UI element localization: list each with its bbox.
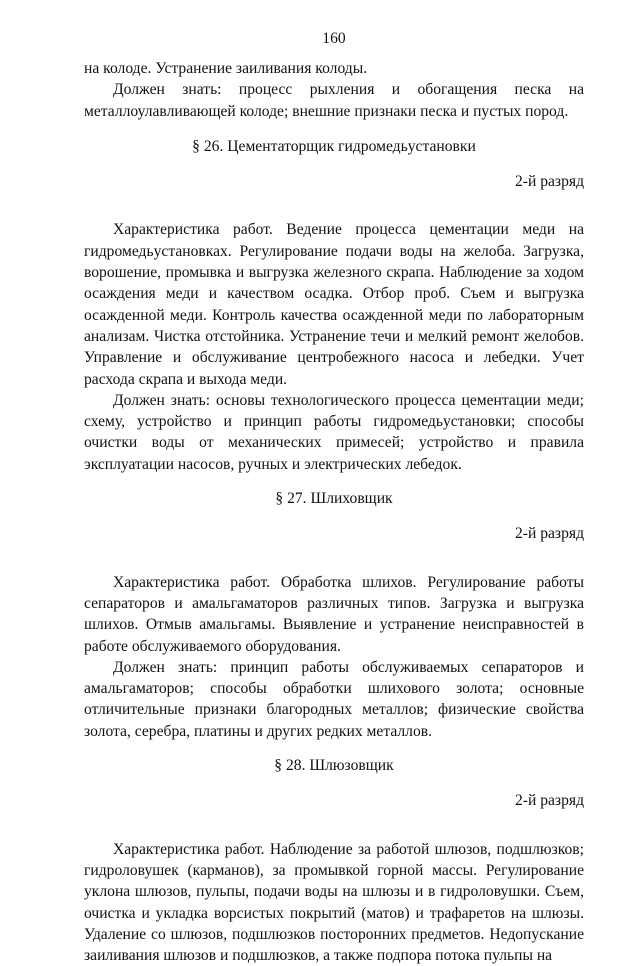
paragraph-knowledge: Должен знать: основы технологического процесса цементации меди; схему, устройство и принцип работы гидромедьустановки; способы очистки воды от механических примесей; устройство и правила эксплуатации насосов, ручных и электрических лебедок. — [84, 391, 584, 473]
paragraph-characteristic: Характеристика работ. Ведение процесса цементации меди на гидромедьустановках. Регулирование подачи воды на желоба. Загрузка, ворошение, промывка и выгрузка железного скрапа. Наблюдение за ходом осаждения меди и качеством осадка. Отбор проб. Съем и выгрузка осажденной меди. Контроль качества осажденной меди по лабораторным анализам. Чистка отстойника. Устранение течи и мелкий ремонт желобов. Управление и обслуживание центробежного насоса и лебедки. Учет расхода скрапа и выхода меди. — [84, 221, 584, 388]
paragraph-knowledge: Должен знать: принцип работы обслуживаемых сепараторов и амальгаматоров; способы обработки шлихового золота; основные отличительные признаки благородных металлов; физические свойства золота, серебра, платины и других редких металлов. — [84, 658, 584, 740]
paragraph-knowledge: Должен знать: процесс рыхления и обогащения песка на металлоулавливающей колоде; внешние признаки песка и пустых пород. — [84, 81, 584, 120]
paragraph-characteristic: Характеристика работ. Наблюдение за работой шлюзов, подшлюзков; гидроловушек (карманов), за промывкой горной массы. Регулирование уклона шлюзов, пульпы, подачи воды на шлюзы и в гидроловушки. Съем, очистка и укладка ворсистых покрытий (матов) и трафаретов на шлюзы. Удаление со шлюзов, подшлюзков посторонних предметов. Недопускание заиливания шлюзов и подшлюзков, а также подпора потока пульпы на — [84, 840, 584, 965]
grade-label: 2-й разряд — [514, 173, 584, 191]
grade-label: 2-й разряд — [514, 525, 584, 543]
page-number: 160 — [322, 30, 346, 47]
section-title: § 27. Шлиховщик — [275, 490, 393, 508]
paragraph-continuation: на колоде. Устранение заиливания колоды. — [84, 60, 368, 77]
section-title: § 28. Шлюзовщик — [274, 757, 394, 775]
section-title: § 26. Цементаторщик гидромедьустановки — [192, 137, 476, 155]
document-page — [84, 28, 584, 966]
grade-label: 2-й разряд — [514, 792, 584, 810]
paragraph-characteristic: Характеристика работ. Обработка шлихов. Регулирование работы сепараторов и амальгаматоров различных типов. Загрузка и выгрузка шлихов. Отмыв амальгамы. Выявление и устранение неисправностей в работе обслуживаемого оборудования. — [84, 573, 584, 655]
